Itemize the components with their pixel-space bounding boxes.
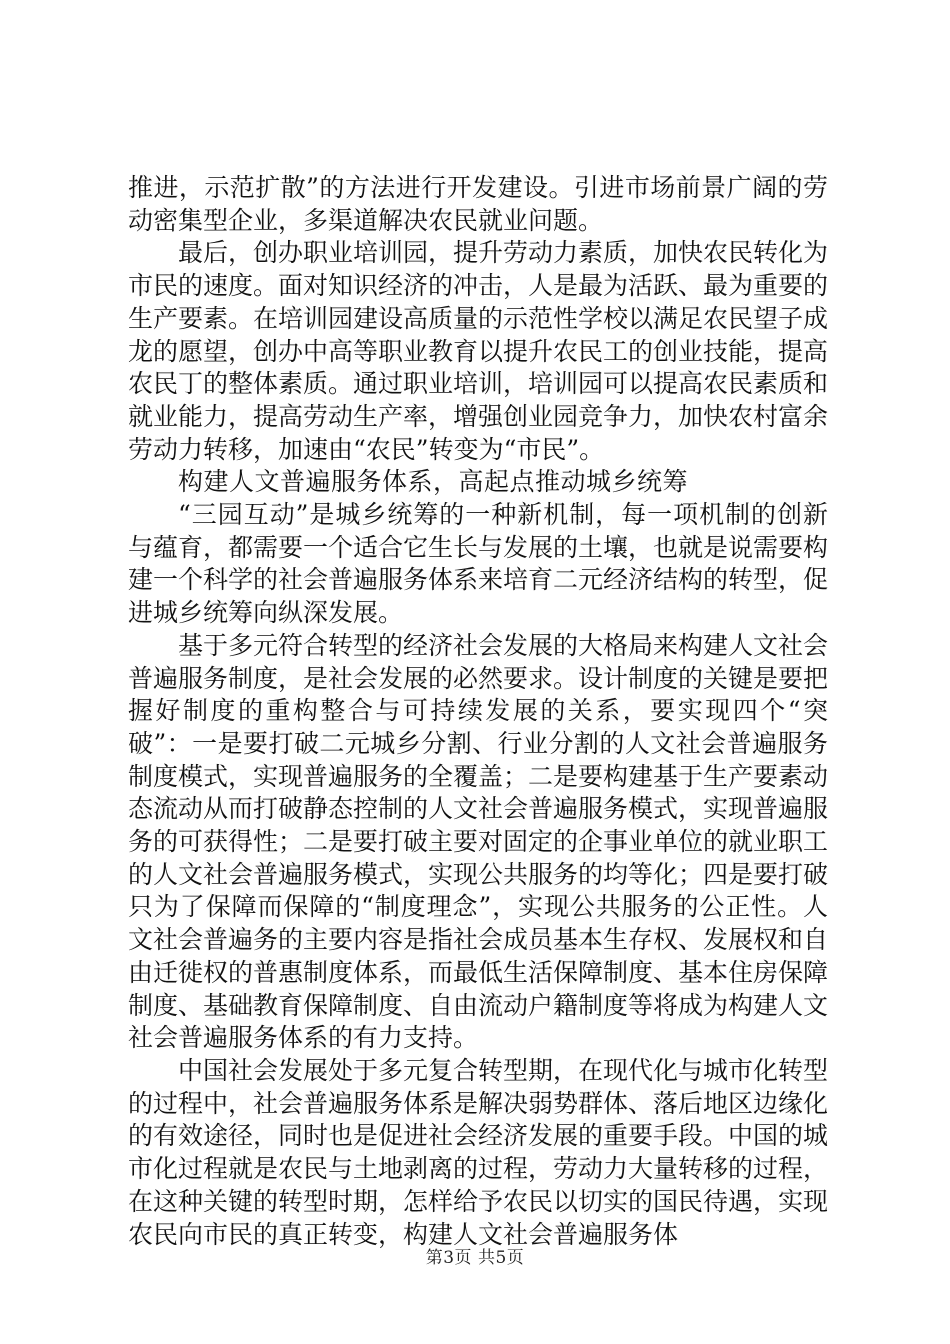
page-number-footer: 第3页 共5页 <box>425 1248 525 1268</box>
paragraph-service-system: 基于多元符合转型的经济社会发展的大格局来构建人文社会普遍服务制度，是社会发展的必然要求。设计制度的关键是要把握好制度的重构整合与可持续发展的关系，要实现四个“突破”：一是要打破二元城乡分割、行业分割的人文社会普遍服务制度模式，实现普遍服务的全覆盖；二是要构建基于生产要素动态流动从而打破静态控制的人文社会普遍服务模式，实现普遍服务的可获得性；二是要打破主要对固定的企事业单位的就业职工的人文社会普遍服务模式，实现公共服务的均等化；四是要打破只为了保障而保障的“制度理念”，实现公共服务的公正性。人文社会普遍务的主要内容是指社会成员基本生存权、发展权和自由迁徙权的普惠制度体系，而最低生活保障制度、基本住房保障制度、基础教育保障制度、自由流动户籍制度等将成为构建人文社会普遍服务体系的有力支持。 <box>128 630 829 1053</box>
paragraph-three-parks: “三园互动”是城乡统筹的一种新机制，每一项机制的创新与蕴育，都需要一个适合它生长与发展的土壤，也就是说需要构建一个科学的社会普遍服务体系来培育二元经济结构的转型，促进城乡统筹向纵深发展。 <box>128 500 829 628</box>
paragraph-training-park: 最后，创办职业培训园，提升劳动力素质，加快农民转化为市民的速度。面对知识经济的冲击，人是最为活跃、最为重要的生产要素。在培训园建设高质量的示范性学校以满足农民望子成龙的愿望，创办中高等职业教育以提升农民工的创业技能，提高农民丁的整体素质。通过职业培训，培训园可以提高农民素质和就业能力，提高劳动生产率，增强创业园竞争力，加快农村富余劳动力转移，加速由“农民”转变为“市民”。 <box>128 238 829 464</box>
paragraph-continued: 推进，示范扩散”的方法进行开发建设。引进市场前景广阔的劳动密集型企业，多渠道解决农民就业问题。 <box>128 173 828 235</box>
section-heading: 构建人文普遍服务体系，高起点推动城乡统筹 <box>178 467 689 497</box>
document-body <box>128 172 828 1251</box>
paragraph-china-development: 中国社会发展处于多元复合转型期，在现代化与城市化转型的过程中，社会普遍服务体系是解决弱势群体、落后地区边缘化的有效途径，同时也是促进社会经济发展的重要手段。中国的城市化过程就是农民与土地剥离的过程，劳动力大量转移的过程，在这种关键的转型时期，怎样给予农民以切实的国民待遇，实现农民向市民的真正转变，构建人文社会普遍服务体 <box>128 1055 829 1249</box>
